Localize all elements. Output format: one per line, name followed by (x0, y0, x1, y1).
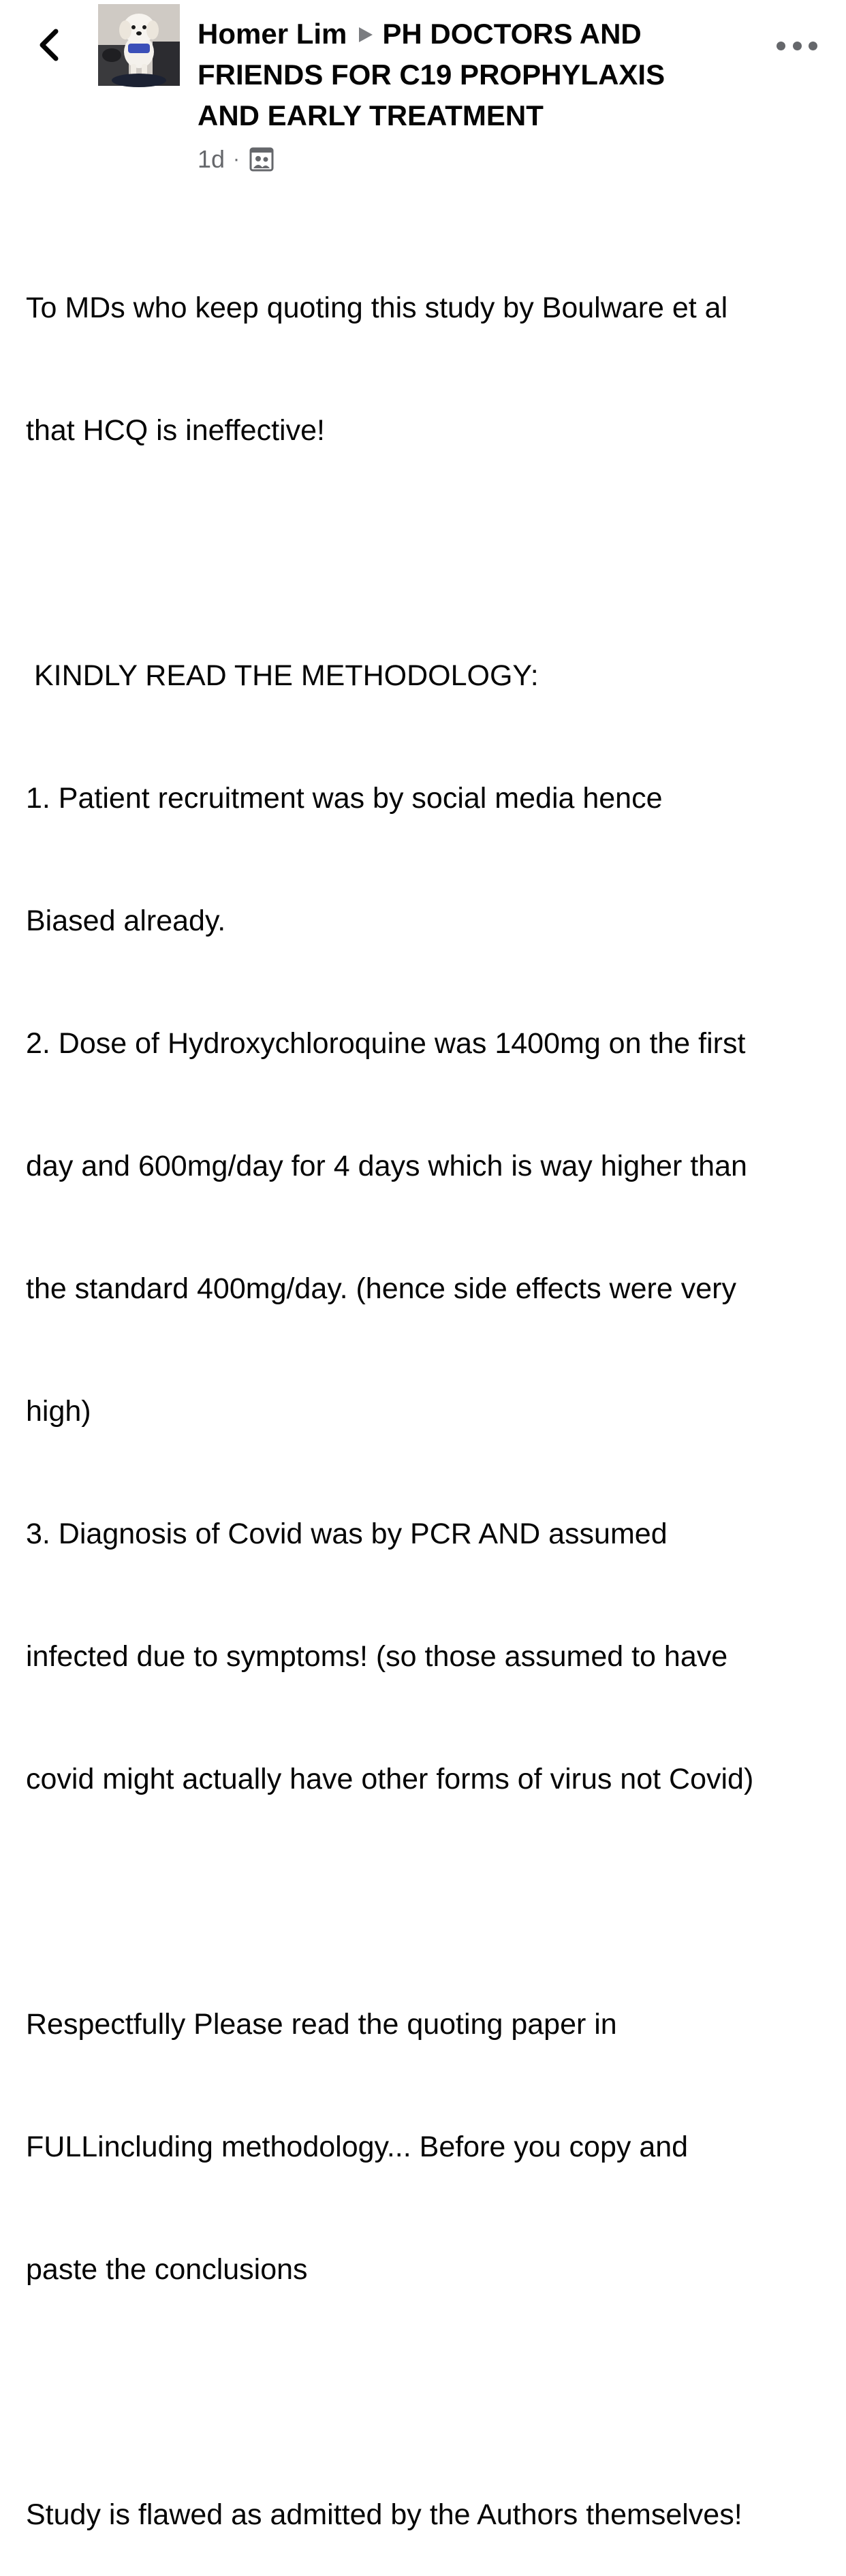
body-line: high) (26, 1395, 91, 1428)
paragraph-spacer (26, 1881, 823, 1922)
meta-separator: · (233, 148, 240, 170)
more-horizontal-icon (809, 42, 817, 50)
author-name[interactable]: Homer Lim (198, 18, 347, 50)
avatar[interactable] (98, 4, 180, 86)
paragraph-spacer (26, 2372, 823, 2413)
post-meta (198, 143, 715, 176)
body-line: infected due to symptoms! (so those assumed to have (26, 1640, 728, 1673)
body-line: that HCQ is ineffective! (26, 414, 325, 447)
post-title (198, 14, 715, 136)
body-line: covid might actually have other forms of virus not Covid) (26, 1763, 754, 1795)
group-name-line1[interactable]: PH DOCTORS AND (382, 18, 642, 50)
more-horizontal-icon (793, 42, 802, 50)
dog-avatar-icon (98, 4, 180, 86)
body-line: day and 600mg/day for 4 days which is way higher than (26, 1150, 747, 1182)
group-audience-icon (249, 147, 274, 172)
body-line: 2. Dose of Hydroxychloroquine was 1400mg on the first (26, 1027, 746, 1060)
body-line: FULLincluding methodology... Before you copy and (26, 2131, 689, 2163)
post-body (26, 206, 823, 2576)
body-heading: KINDLY READ THE METHODOLOGY: (26, 659, 539, 692)
body-line: paste the conclusions (26, 2253, 308, 2286)
arrow-right-icon (359, 27, 373, 42)
back-button[interactable] (31, 26, 65, 64)
post-timestamp[interactable]: 1d (198, 145, 225, 173)
body-line: To MDs who keep quoting this study by Boulware et al (26, 292, 728, 324)
body-line: Respectfully Please read the quoting paper in (26, 2008, 617, 2041)
body-line: Biased already. (26, 905, 226, 937)
body-line: 1. Patient recruitment was by social media hence (26, 782, 663, 815)
more-horizontal-icon (777, 42, 785, 50)
body-line: 3. Diagnosis of Covid was by PCR AND assumed (26, 1518, 668, 1550)
group-name-line3[interactable]: AND EARLY TREATMENT (198, 99, 544, 131)
group-name-line2[interactable]: FRIENDS FOR C19 PROPHYLAXIS (198, 59, 665, 91)
body-line: Study is flawed as admitted by the Authors themselves! (26, 2498, 742, 2531)
paragraph-spacer (26, 533, 823, 574)
post-header (198, 14, 715, 176)
more-options-button[interactable] (777, 35, 817, 56)
body-line: the standard 400mg/day. (hence side effects were very (26, 1272, 736, 1305)
chevron-left-icon (37, 28, 60, 62)
